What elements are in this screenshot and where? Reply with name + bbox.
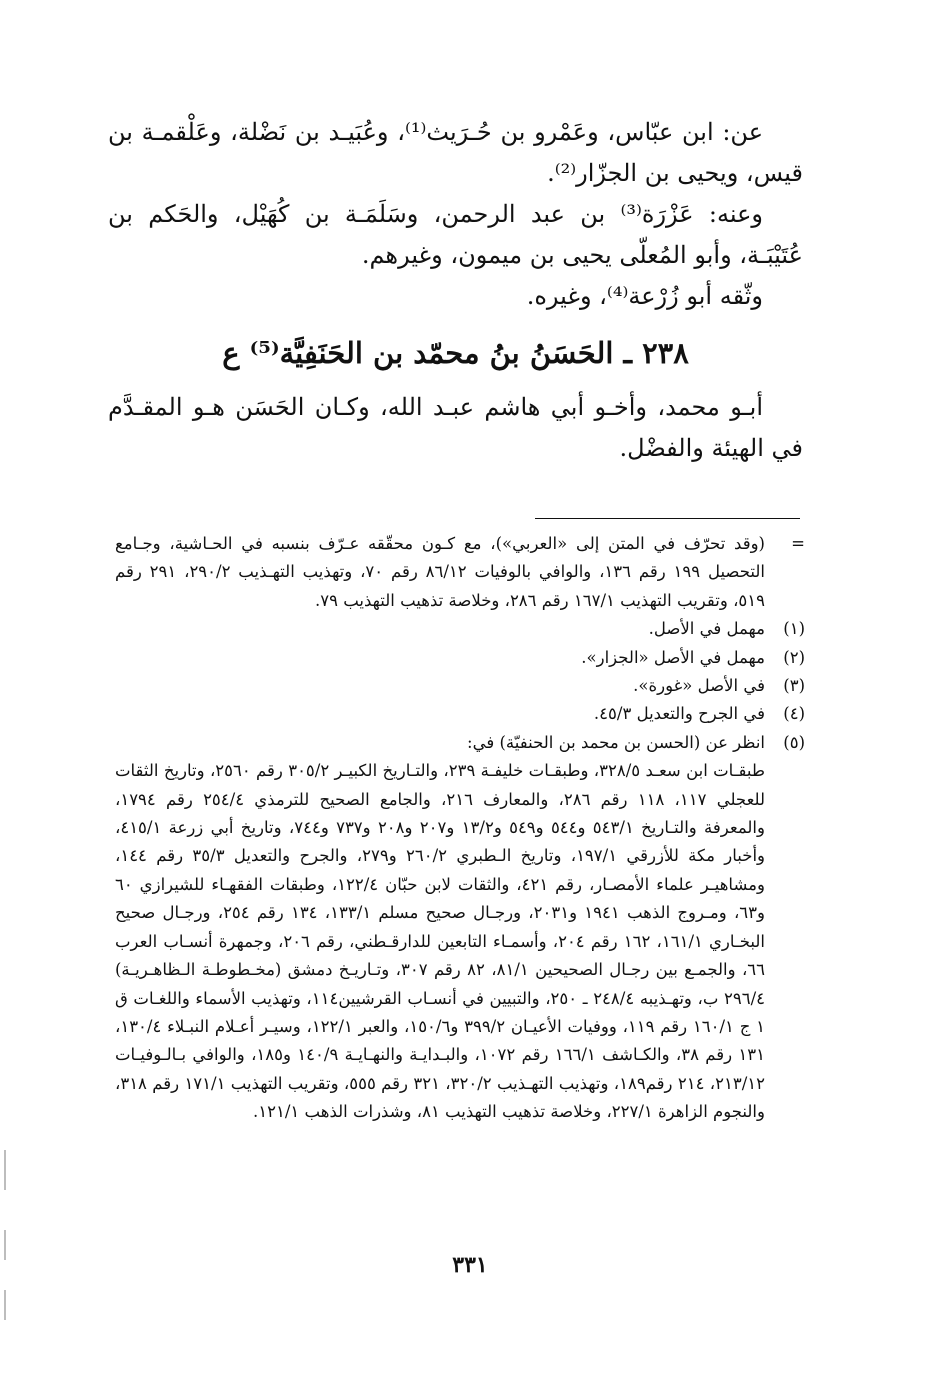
footnote-3 xyxy=(115,672,805,700)
footnote-4-mark: (٤) xyxy=(783,704,805,724)
scan-edge-mark xyxy=(4,1230,6,1260)
footnote-continuation xyxy=(115,530,805,615)
footnote-divider xyxy=(535,518,800,519)
footnote-5-text: انظر عن (الحسن بن محمد بن الحنفيّة) في: xyxy=(467,732,765,752)
footnote-4-text: في الجرح والتعديل ٤٥/٣. xyxy=(593,704,765,724)
continuation-mark: = xyxy=(791,534,805,553)
entry-description-paragraph: أبـو محمد، وأخـو أبي هاشم عبـد الله، وكـان الحَسَن هـو المقـدَّم في الهيئة والفضْل. xyxy=(108,393,803,462)
footnote-5-mark: (٥) xyxy=(783,732,805,752)
footnote-5 xyxy=(115,729,805,757)
footnote-3-mark: (٣) xyxy=(783,676,805,696)
entry-heading: ٢٣٨ ـ الحَسَنُ بنُ محمّد بن الحَنَفِيَّة⁽⁵⁾ ع xyxy=(222,336,689,370)
narrators-to-paragraph: وعنه: عَزْرَة⁽³⁾ بن عبد الرحمن، وسَلَمَـة بن كُهَيْل، والحَكم بن عُتَيْبَـة، وأبو المُعلّى يحيى بن ميمون، وغيرهم. xyxy=(108,200,803,269)
footnote-2 xyxy=(115,644,805,672)
footnote-1-text: مهمل في الأصل. xyxy=(648,619,765,639)
scan-edge-mark xyxy=(4,1290,6,1320)
footnotes xyxy=(115,530,805,1127)
footnote-2-text: مهمل في الأصل «الجزار». xyxy=(581,647,765,667)
footnote-1-mark: (١) xyxy=(783,619,805,639)
authentication-paragraph: وثّقه أبو زُرْعة⁽⁴⁾، وغيره. xyxy=(526,282,763,310)
continuation-text: (وقد تحرّف في المتن إلى «العربي»)، مع كـون محقّقه عـرّف بنسبه في الحـاشية، وجـامع التحصيل ١٩٩ رقم ١٣٦، والوافي بالوفيات ٨٦/١٢ رقم ٧٠، وتهذيب التهـذيب ٢٩٠/٢، ٢٩١ رقم ٥١٩، وتقريب التهذيب ١٦٧/١ رقم ٢٨٦، وخلاصة تذهيب التهذيب ٧٩. xyxy=(115,534,765,610)
scan-edge-mark xyxy=(4,1150,6,1190)
footnote-4 xyxy=(115,700,805,728)
footnote-5-bibliography: طبقـات ابن سعـد ٣٢٨/٥، وطبقـات خليفـة ٢٣٩، والتـاريخ الكبيـر ٣٠٥/٢ رقم ٢٥٦٠، وتاريخ الثقات للعجلي ١١٧، ١١٨ رقم ٢٨٦، والمعارف ٢١٦، والجامع الصحيح للترمذي ٢٥٤/٤ رقم ١٧٩٤، والمعرفة والتـاريخ ٥٤٣/١ و٥٤٤ و٥٤٩ و١٣/٢ و٢٠٧ و٢٠٨ و٧٣٧ و٧٤٤، وتاريخ أبي زرعة ٤١٥/١، وأخبار مكة للأزرقي ١٩٧/١، وتاريخ الـطبري ٢٦٠/٢ و٢٧٩، والجرح والتعديل ٣٥/٣ رقم ١٤٤، ومشاهيـر علماء الأمصـار، رقم ٤٢١، والثقات لابن حبّان ١٢٢/٤، وطبقات الفقهـاء للشيرازي ٦٠ و٦٣، ومـروج الذهب ١٩٤١ و٢٠٣١، ورجـال صحيح مسلم ١٣٣/١، ١٣٤ رقم ٢٥٤، ورجـال صحيح البخـاري ١٦١/١، ١٦٢ رقم ٢٠٤، وأسمـاء التابعين للدارقـطني، رقم ٢٠٦، وجمهرة أنسـاب العرب ٦٦، والجمـع بين رجـال الصحيحين ٨١/١، ٨٢ رقم ٣٠٧، وتـاريـخ دمشق (مخـطوطـة الـظاهـريـة) ٢٩٦/٤ ب، وتهـذيبه ٢٤٨/٤ ـ ٢٥٠، والتبيين في أنسـاب القرشيين١١٤، وتهذيب الأسماء واللغـات ق ١ ج ١٦٠/١ رقم ١١٩، ووفيات الأعيـان ٣٩٩/٢ و١٥٠/٦، والعبر ١٢٢/١، وسيـر أعـلام النبـلاء ١٣٠/٤، ١٣١ رقم ٣٨، والكـاشف ١٦٦/١ رقم ١٠٧٢، والبـدايـة والنهـايـة ١٤٠/٩ و١٨٥، والوافي بـالـوفيـات ٢١٣/١٢، ٢١٤ رقم١٨٩، وتهذيب التهـذيب ٣٢٠/٢، ٣٢١ رقم ٥٥٥، وتقريب التهذيب ١٧١/١ رقم ٣١٨، والنجوم الزاهرة ٢٢٧/١، وخلاصة تذهيب التهذيب ٨١، وشذرات الذهب ١٢١/١. xyxy=(115,761,766,1122)
main-text xyxy=(108,112,803,469)
footnote-1 xyxy=(115,615,805,643)
narrators-from-paragraph: عن: ابن عبّاس، وعَمْرو بن حُـرَيث⁽¹⁾، وعُبَيـد بن نَضْلة، وعَلْقمـة بن قيس، ويحيى بن الجزّار⁽²⁾. xyxy=(108,118,803,187)
footnote-3-text: في الأصل «غورة». xyxy=(633,676,765,696)
footnote-2-mark: (٢) xyxy=(783,647,805,667)
page-number: ٣٣١ xyxy=(452,1252,488,1278)
